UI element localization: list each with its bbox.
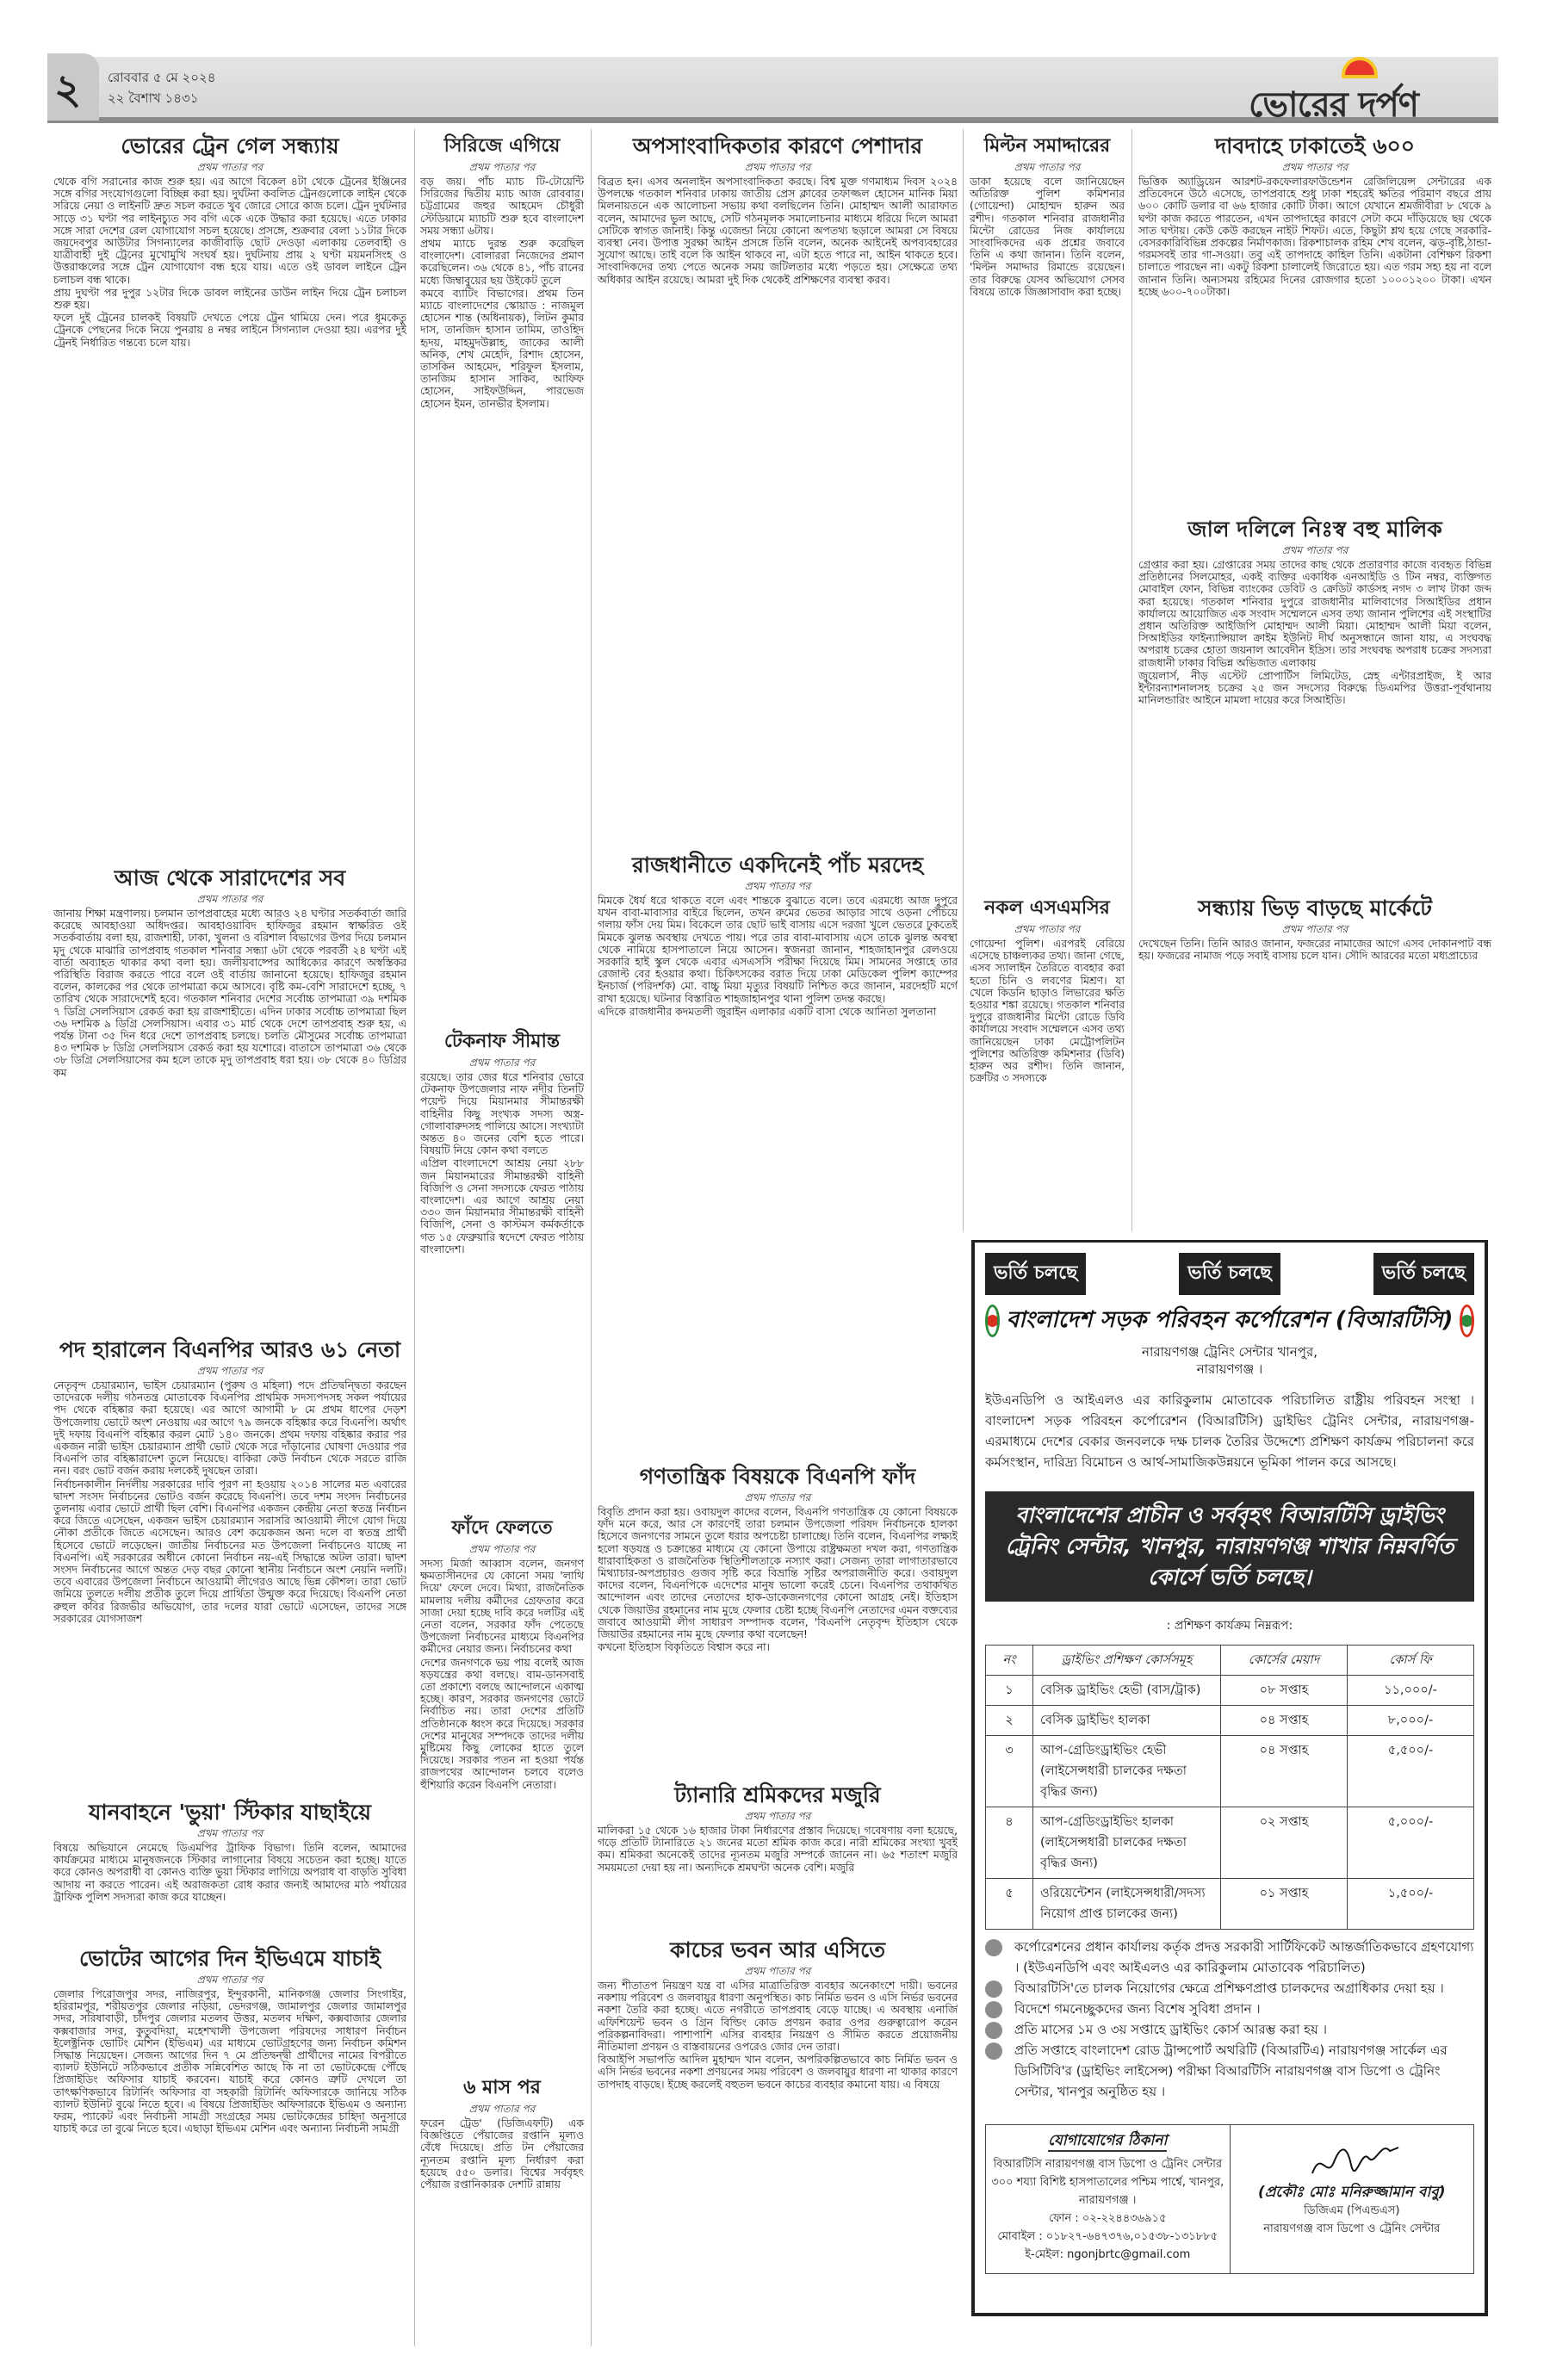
article-paragraph: ভিত্তিক অ্যাড্রিয়েন আরশট-রকফেলারফাউন্ডেশন রেজিলিয়েন্স সেন্টারের এক প্রতিবেদনে উঠে এসেছে, তাপপ্রবাহে শুধু ঢাকা শহরেই ক্ষতির পরিমাণ বছরে প্রায় ৬০০ কোটি ডলার বা ৬৬ হাজার কোটি টাকা। আগে যেখানে শ্রমজীবীরা ৮ থেকে ৯ ঘণ্টা কাজ করতে পারতেন, এখন তাপদাহের কারণে সেটা কমে দাঁড়িয়েছে ছয় থেকে সাত ঘণ্টায়। কেউ কেউ করছেন নাইট শিফট। এতে, কিছুটা শ্লথ হয়ে গেছে সরকারি-বেসরকারিবিভিন্ন প্রকল্পের নির্মাণকাজ। রিকশাচালক রহিম শেখ বলেন, ঝড়-বৃষ্টি,ঠান্ডা-গরমসবই তার গা-সওয়া। তবু এই তাপদাহে কাহিল তিনি। একটানা বেশিক্ষণ রিকশা চালাতে পারছেন না। একটু রিকশা চালালেই জিরোতে হয়। এত গরম সহ্য হয় না বলে জানান তিনি। অন্যসময় রহিমের দিনের রোজগার হতো ১০০০১২০০ টাকা। এখন হচ্ছে ৬০০-৭০০টাকা। [1138, 176, 1491, 298]
course-fee: ৫,০০০/- [1348, 1807, 1474, 1879]
course-fee: ১,৫০০/- [1348, 1879, 1474, 1930]
article-paragraph: কমবে ব্যাটিং বিভাগের। প্রথম তিন ম্যাচে বাংলাদেশের স্কোয়াড : নাজমুল হোসেন শান্ত (অধিনায়ক), লিটন কুমার দাস, তানজিদ হাসান তামিম, তাওহিদ হৃদয়, মাহমুদউল্লাহ, জাকের আলী অনিক, শেখ মেহেদি, রিশাদ হোসেন, তাসকিন আহমেদ, শরিফুল ইসলাম, তানজিম হাসান সাকিব, আফিফ হোসেন, সাইফউদ্দিন, পারভেজ হোসেন ইমন, তানভীর ইসলাম। [420, 287, 584, 410]
course-row [986, 1807, 1474, 1879]
course-table [985, 1645, 1474, 1930]
bullet-dot-icon [985, 2042, 1002, 2060]
bullet-dot-icon [985, 2022, 1002, 2039]
continued-from-front-page: প্রথম পাতার পর [1281, 161, 1348, 173]
article-headline[interactable]: জাল দলিলে নিঃস্ব বহু মালিক [1187, 517, 1442, 542]
bullet-text: প্রতি মাসের ১ম ও ৩য় সপ্তাহে ড্রাইভিং কোর্স আরম্ভ করা হয় । [1014, 2022, 1327, 2037]
article-headline[interactable]: অপসাংবাদিকতার কারণে পেশাদার [632, 133, 923, 158]
news-article [970, 129, 1125, 887]
admission-badges [985, 1253, 1474, 1295]
course-number: ১ [986, 1676, 1033, 1706]
article-body [420, 1558, 584, 1791]
bullet-dot-icon [985, 1939, 1002, 1956]
news-article [420, 129, 584, 1020]
article-headline[interactable]: দাবদাহে ঢাকাতেই ৬০০ [1215, 133, 1415, 158]
news-article [420, 1511, 584, 2067]
continued-from-front-page: প্রথম পাতার পর [744, 880, 811, 892]
article-body [1138, 176, 1491, 298]
article-body [970, 938, 1125, 1084]
admission-badge: ভর্তি চলছে [985, 1253, 1086, 1295]
news-article [598, 1778, 958, 1929]
article-paragraph: নেতৃবৃন্দ চেয়ারম্যান, ভাইস চেয়ারম্যান (পুরুষ ও মহিলা) পদে প্রতিদ্বন্দ্বিতা করছেন তাদেরকে দলীয় গঠনতন্ত্র মোতাবেক বিএনপির প্রাথমিক সদস্যপদসহ সকল পর্যায়ের পদ থেকে বহিষ্কার করা হয়েছে। এর আগে আগামী ৮ মে প্রথম ধাপের দেড়শ উপজেলায় ভোটে অংশ নেওয়ায় এর আগে ৭৯ জনকে বহিষ্কার করে বিএনপি। অর্থাৎ দুই দফায় বিএনপি বহিষ্কার করল মোট ১৪০ জনকে। প্রথম দফায় বহিষ্কার করার পর একজন নারী ভাইস চেয়ারম্যান প্রার্থী ভোট থেকে সরে দাঁড়ানোর ঘোষণা দেওয়ার পর বিএনপি তার বহিষ্কারাদেশ তুলে নিয়েছে। বাকিরা কেউ নির্বাচন থেকে সরতে রাজি নন। বরং ভোট বর্জন করায় দলকেই দুষছেন তারা। [53, 1379, 406, 1478]
course-number: ৩ [986, 1736, 1033, 1807]
admission-badge: ভর্তি চলছে [1179, 1253, 1280, 1295]
column-rule [414, 129, 415, 2346]
ad-subtitle-line: নারায়ণগঞ্জ । [1196, 1361, 1263, 1377]
article-paragraph: গোয়েন্দা পুলিশ। এরপরই বেরিয়ে এসেছে চাঞ্চল্যকর তথ্য। জানা গেছে, এসব স্যালাইন তৈরিতে ব্যবহার করা হতো চিনি ও লবণের মিশ্রণ। যা খেলে কিডনি ছাড়াও লিভারের ক্ষতি হওয়ার শঙ্কা রয়েছে। গতকাল শনিবার দুপুরে রাজধানীর মিন্টো রোডে ডিবি কার্যালয়ে সংবাদ সম্মেলনে এসব তথ্য জানিয়েছেন ঢাকা মেট্রোপলিটন পুলিশের অতিরিক্ত কমিশনার (ডিবি) হারুন অর রশীদ। তিনি জানান, চক্রটির ৩ সদস্যকে [970, 938, 1125, 1085]
article-paragraph: নির্বাচনকালীন নির্দলীয় সরকারের দাবি পূরণ না হওয়ায় ২০১৪ সালের মত এবারের দ্বাদশ সংসদ নির্বাচনের ভোটও বর্জন করেছে বিএনপি। তবে দশম সংসদ নির্বাচনের তুলনায় এবার ভোটে প্রার্থী ছিল বেশি। বিএনপির একজন কেন্দ্রীয় নেতা স্বতন্ত্র নির্বাচন করে জিতে এসেছেন, একজন ভাইস চেয়ারম্যান সরাসরি আওয়ামী লীগে যোগ দিয়ে নৌকা প্রতীকে জিতে এসেছেন। আরও বেশ কয়েকজন অন্য দলে বা স্বতন্ত্র প্রার্থী হিসেবে ভোটে লড়েছেন। জাতীয় নির্বাচনের মত উপজেলা নির্বাচনেও যাচ্ছে না বিএনপি। এই সরকারের অধীনে কোনো নির্বাচন নয়-এই সিদ্ধান্তে অটল তারা। দ্বাদশ সংসদ নির্বাচনের আগে অন্তত দেড় বছর কোনো স্থানীয় নির্বাচনে অংশ নেয়নি দলটি। তবে এবারের উপজেলা নির্বাচনে আওয়ামী লীগেরও আছে ভিন্ন কৌশল। তারা ভোট জমিয়ে তুলতে দলীয় প্রতীক তুলে দিয়ে প্রার্থিতা উন্মুক্ত করে দিয়েছে। বিএনপি নেতা রুহুল কবির রিজভীর অভিযোগ, তার দলের যারা ভোটে এসেছেন, তাদের সঙ্গে সরকারের যোগসাজশ [53, 1478, 406, 1625]
ad-bullet-item [985, 2040, 1474, 2102]
article-headline[interactable]: ভোটের আগের দিন ইভিএমে যাচাই [79, 1946, 381, 1971]
article-headline[interactable]: ৬ মাস পর [463, 2077, 541, 2098]
article-headline[interactable]: মিল্টন সমাদ্দারের [983, 135, 1111, 157]
continued-from-front-page: প্রথম পাতার পর [196, 1827, 264, 1839]
ad-intro: ইউএনডিপি ও আইএলও এর কারিকুলাম মোতাবেক পরিচালিত রাষ্ট্রীয় পরিবহন সংস্থা । বাংলাদেশ সড়ক পরিবহন কর্পোরেশন (বিআরটিসি) ড্রাইভিং ট্রেনিং সেন্টার, নারায়ণগঞ্জ-এরমাধ্যমে দেশের বেকার জনবলকে দক্ষ চালক তৈরির উদ্দেশ্যে প্রশিক্ষণ কার্যক্রম পরিচালনা করে কর্মসংস্থান, দারিদ্র্য বিমোচন ও আর্থ-সামাজিকউন্নয়নে ভূমিকা পালন করে আসছে। [985, 1392, 1474, 1470]
continued-from-front-page: প্রথম পাতার পর [1014, 923, 1081, 935]
course-number: ৫ [986, 1879, 1033, 1930]
table-caption: : প্রশিক্ষণ কার্যক্রম নিম্নরূপ: [1166, 1619, 1293, 1633]
news-article [420, 2071, 584, 2346]
continued-from-front-page: প্রথম পাতার পর [196, 893, 264, 905]
article-body [53, 1842, 406, 1903]
brtc-advertisement [971, 1240, 1488, 2316]
article-paragraph: ফলে দুই ট্রেনের চালকই বিষয়টি দেখতে পেয়ে ট্রেন থামিয়ে দেন। পরে ধূমকেতু ট্রেনকে পেছনের দিকে নিয়ে পুনরায় ৪ নম্বর লাইনে সিগন্যাল দেওয়া হয়। এরপর দুই ট্রেনই নির্ধারিত গন্তব্যে চলে যায়। [53, 312, 406, 349]
article-paragraph: বিব্রত হন। এসব অনলাইন অপসাংবাদিকতা করছে। বিশ্ব মুক্ত গণমাধ্যম দিবস ২০২৪ উপলক্ষে গতকাল শনিবার ঢাকায় জাতীয় প্রেস ক্লাবের তফাজ্জল হোসেন মানিক মিয়া মিলনায়তনে এক আলোচনা সভায় কথা বলছিলেন তিনি। মোহাম্মদ আলী আরাফাত বলেন, আমাদের ভুল আছে, সেটি গঠনমূলক সমালোচনার মাধ্যমে ধরিয়ে দিলে আমরা সেটিকে স্বাগত জানাই। কিন্তু এজেন্ডা নিয়ে কোনো অপতথ্য ছড়ালে আমরা সে বিষয়ে ব্যবস্থা নেব। উপাত্ত সুরক্ষা আইন প্রসঙ্গে তিনি বলেন, অনেক আইনেই অপব্যবহারের সুযোগ আছে। তাই বলে কি আইন থাকবে না, এটা হতে পারে না, আইন থাকতে হবে। সাংবাদিকদের তথ্য পেতে অনেক সময় জটিলতার মধ্যে পড়তে হয়। সেক্ষেত্রে তথ্য অধিকার আইন রয়েছে। আমরা দুই দিক থেকেই প্রশিক্ষণের ব্যবস্থা করব। [598, 176, 958, 286]
course-fee: ৫,৫০০/- [1348, 1736, 1474, 1807]
article-paragraph: প্রায় দুঘণ্টা পর দুপুর ১২টার দিকে ডাবল লাইনের ডাউন লাইন দিয়ে ট্রেন চলাচল শুরু হয়। [53, 286, 406, 312]
ad-bullet-item [985, 1978, 1474, 1999]
admission-badge: ভর্তি চলছে [1373, 1253, 1474, 1295]
course-duration: ০১ সপ্তাহ [1221, 1879, 1348, 1930]
article-paragraph: জেলার পিরোজপুর সদর, নাজিরপুর, ইন্দুরকানী, মানিকগঞ্জ জেলার সিংগাইর, হরিরামপুর, শরীয়তপুর জেলার নড়িয়া, ভেদরগঞ্জ, জামালপুর জেলার জামালপুর সদর, সরিষাবাড়ী, চাঁদপুর জেলার মতলব উত্তর, মতলব দক্ষিণ, কক্সবাজার জেলার কক্সবাজার সদর, কুতুবদিয়া, মহেশখালী উপজেলা পরিষদের সাধারণ নির্বাচন ইলেক্ট্রনিক ভোটিং মেশিন (ইভিএম) এর মাধ্যমে ভোটগ্রহণের জন্য নির্বাচন কমিশন সিদ্ধান্ত নিয়েছেন। সেজন্য আগের দিন ৭ মে প্রতিদ্বন্দ্বী প্রার্থীদের নামের বিপরীতে ব্যালট ইউনিটে সঠিকভাবে প্রতীক সন্নিবেশিত আছে কি না তা ভোটকেন্দ্রে পৌঁছে প্রিজাইডিং অফিসার যাচাই করবেন। যাচাই করে কোনও ত্রুটি দেখলে তা তাৎক্ষণিকভাবে রিটার্নিং অফিসার বা সহকারী রিটার্নিং অফিসারকে জানিয়ে সঠিক ব্যালট ইউনিট বুঝে নিতে হবে। এ বিষয়ে প্রিজাইডিং অফিসারকে ইভিএম ও অন্যান্য ফরম, প্যাকেট এবং নির্বাচনী সামগ্রী সংগ্রহের সময় ভোটকেন্দ্রের চাহিদা অনুসারে যাচাই করে তা বুঝে নিতে হবে। এছাড়া ইভিএম মেশিন এবং অন্যান্য নির্বাচনী সামগ্রী [53, 1988, 406, 2135]
article-paragraph: ডাকা হয়েছে বলে জানিয়েছেন অতিরিক্ত পুলিশ কমিশনার (গোয়েন্দা) মোহাম্মদ হারুন অর রশীদ। গতকাল শনিবার রাজধানীর মিন্টো রোডের নিজ কার্যালয়ে সাংবাদিকদের এক প্রশ্নের জবাবে তিনি এ কথা জানান। তিনি বলেন, 'মিল্টন সমাদ্দার রিমান্ডে রয়েছেন। তার বিরুদ্ধে যেসব অভিযোগ সেসব বিষয়ে তাকে জিজ্ঞাসাবাদ করা হচ্ছে। [970, 176, 1125, 298]
article-paragraph: গ্রেপ্তার করা হয়। গ্রেপ্তারের সময় তাদের কাছ থেকে প্রতারণার কাজে ব্যবহৃত বিভিন্ন প্রতিষ্ঠানের সিলমোহর, একই ব্যক্তির একাধিক এনআইডি ও টিন নম্বর, ব্যক্তিগত মোবাইল ফোন, বিভিন্ন ব্যাংকের ডেবিট ও ক্রেডিট কার্ডসহ নগদ ৩ লাখ টাকা জব্দ করা হয়েছে। গতকাল শনিবার দুপুরে রাজধানীর মালিবাগের সিআইডির প্রধান কার্যালয়ে আয়োজিত এক সংবাদ সম্মেলনে এসব তথ্য জানান পুলিশের এই সংস্থাটির প্রধান অতিরিক্ত আইজিপি মোহাম্মদ আলী মিয়া। মোহাম্মদ আলী মিয়া বলেন, সিআইডির ফাইন্যান্সিয়াল ক্রাইম ইউনিট দীর্ঘ অনুসন্ধানে জানা যায়, এ সংঘবদ্ধ অপরাধ চক্রের হোতা জয়নাল আবেদীন ইদ্রিস। তার সংঘবদ্ধ অপরাধ চক্রের সদস্যরা রাজধানী ঢাকার বিভিন্ন অভিজাত এলাকায় [1138, 559, 1491, 669]
continued-from-front-page: প্রথম পাতার পর [468, 161, 536, 173]
article-headline[interactable]: টেকনাফ সীমান্ত [443, 1031, 561, 1052]
bullet-text: প্রতি সপ্তাহে বাংলাদেশ রোড ট্রান্সপোর্ট অথরিটি (বিআরটিএ) নারায়ণগঞ্জ সার্কেল এর ডিসিটিবি'র (ড্রাইভিং লাইসেন্স) পরীক্ষা বিআরটিসি নারায়ণগঞ্জ বাস ডিপো ও ট্রেনিং সেন্টার, খানপুর অনুষ্ঠিত হয় । [1014, 2042, 1448, 2099]
course-duration: ০৪ সপ্তাহ [1221, 1706, 1348, 1736]
government-seal-icon [985, 1305, 1000, 1337]
bullet-dot-icon [985, 1980, 1002, 1998]
continued-from-front-page: প্রথম পাতার পর [468, 2103, 536, 2115]
article-headline[interactable]: যানবাহনে 'ভুয়া' স্টিকার যাছাইয়ে [88, 1800, 372, 1825]
article-body [53, 1988, 406, 2135]
article-body [598, 1980, 958, 2091]
continued-from-front-page: প্রথম পাতার পর [744, 1810, 811, 1822]
bullet-text: কর্পোরেশনের প্রধান কার্যালয় কর্তৃক প্রদত্ত সরকারী সার্টিফিকেট আন্তর্জাতিকভাবে গ্রহণযোগ্য । (ইউএনডিপি এবং আইএলও এর কারিকুলাম মোতাবেক পরিচালিত) [1014, 1939, 1474, 1975]
ad-subtitle-line: নারায়ণগঞ্জ ট্রেনিং সেন্টার খানপুর, [1142, 1344, 1318, 1360]
article-paragraph: রয়েছে। তার জের ধরে শনিবার ভোরে টেকনাফ উপজেলার নাফ নদীর তিনটি পয়েন্ট দিয়ে মিয়ানমার সীমান্তরক্ষী বাহিনীর কিছু সংখ্যক সদস্য অস্ত্র-গোলাবারুদসহ পালিয়ে আসে। সংখ্যাটা অন্তত ৪০ জনের বেশি হতে পারে। বিষয়টি নিয়ে কোন কথা বলতে [420, 1071, 584, 1157]
course-duration: ০২ সপ্তাহ [1221, 1807, 1348, 1879]
article-body [598, 895, 958, 1018]
article-body [53, 908, 406, 1079]
news-article [53, 129, 406, 852]
continued-from-front-page: প্রথম পাতার পর [468, 1543, 536, 1555]
article-body [598, 1825, 958, 1874]
article-headline[interactable]: ফাঁদে ফেলতে [451, 1517, 553, 1539]
news-article [598, 1460, 958, 1774]
news-article [53, 1795, 406, 1937]
article-paragraph: এদিকে রাজধানীর কদমতলী জুরাইন এলাকার একটি বাসা থেকে আনিতা সুলতানা [598, 1005, 937, 1018]
masthead [47, 57, 1498, 123]
course-number: ৪ [986, 1807, 1033, 1879]
news-article [420, 1025, 584, 1507]
ad-bullet-list [985, 1937, 1474, 2102]
article-headline[interactable]: নকল এসএমসির [984, 897, 1110, 919]
continued-from-front-page: প্রথম পাতার পর [1281, 544, 1348, 556]
contact-heading: যোগাযোগের ঠিকানা [1048, 2132, 1167, 2152]
news-article [1138, 891, 1491, 1227]
news-article [53, 1333, 406, 1789]
article-headline[interactable]: সিরিজে এগিয়ে [443, 135, 561, 157]
ad-subtitle [985, 1343, 1474, 1378]
continued-from-front-page: প্রথম পাতার পর [196, 161, 264, 173]
article-headline[interactable]: ট্যানারি শ্রমিকদের মজুরি [674, 1782, 881, 1807]
column-rule [963, 129, 964, 1231]
newspaper-logo [1249, 59, 1472, 125]
bullet-text: বিদেশে গমনেচ্ছুকদের জন্য বিশেষ সুবিধা প্রদান । [1014, 2001, 1261, 2017]
course-name: বেসিক ড্রাইভিং হালকা [1033, 1706, 1221, 1736]
article-paragraph: মিমকে ধৈর্য ধরে থাকতে বলে এবং শান্তকে বুঝাতে বলে। তবে এরমধ্যে আজ দুপুরে যখন বাবা-মাবাসার বাইরে ছিলেন, তখন রুমের ভেতর আড়ার সাথে ওড়না পেঁচিয়ে গলায় ফাঁস দেয় মিম। বিকেলে তার ছোট ভাই বাসায় এসে দরজা খুলে ভেতরে ঢুকতেই মিমকে ঝুলন্ত অবস্থায় দেখতে পায়। পরে তার বাবা-মাবাসায় এসে তাকে ঝুলন্ত অবস্থা থেকে নামিয়ে হাসপাতালে নিয়ে আসেন। স্বজনরা জানান, শাহজাহানপুর রেলওয়ে সরকারি হাই স্কুল থেকে এবার এসএসসি পরীক্ষা দিয়েছে মিম। সামনের সপ্তাহে তার রেজাল্ট বের হওয়ার কথা। চিকিৎসকের বরাত দিয়ে ঢাকা মেডিকেল পুলিশ ক্যাম্পের ইনচার্জ (পরিদর্শক) মো. বাচ্চু মিয়া মৃত্যুর বিষয়টি নিশ্চিত করে জানান, মরদেহটি মর্গে রাখা হয়েছে। ঘটনার বিস্তারিত শাহজাহানপুর থানা পুলিশ তদন্ত করছে। [598, 895, 958, 1005]
news-article [598, 848, 958, 1455]
article-headline[interactable]: ভোরের ট্রেন গেল সন্ধ্যায় [121, 133, 339, 158]
col-header-no: নং [986, 1646, 1033, 1676]
article-paragraph: থেকে বগি সরানোর কাজ শুরু হয়। এর আগে বিকেল ৪টা থেকে ট্রেনের ইঞ্জিনের সঙ্গে বগির সংযোগগুলো বিচ্ছিন্ন করা হয়। দুর্ঘটনা কবলিত ট্রেনগুলোকে লাইন থেকে সরিয়ে নেয়া ও লাইনটি দ্রুত সচল করতে খুব জোরে সোরে কাজ চলে। ট্রেন দুর্ঘটনার সাড়ে ৩১ ঘণ্টা পর লাইনচ্যুত সব বগি একে একে উদ্ধার করা হয়েছে। এতে ঢাকার সঙ্গে সারা দেশের রেল যোগাযোগ সচল হয়েছে। প্রসঙ্গে, শুক্রবার বেলা ১১টার দিকে জয়দেবপুর আউটার সিগন্যালের কাজীবাড়ি ছোট দেওড়া এলাকায় তেলবাহী ও যাত্রীবাহী দুই ট্রেনের মুখোমুখি সংঘর্ষ হয়। দুর্ঘটনায় প্রায় ২ ঘণ্টা ময়মনসিংহ ও উত্তরাঞ্চলের সঙ্গে ট্রেন যোগাযোগ বন্ধ হয়ে যায়। এতে ওই ডাবল লাইনে ট্রেন চলাচল বন্ধ থাকে। [53, 176, 406, 286]
article-paragraph: বিবৃতি প্রদান করা হয়। ওবায়দুল কাদের বলেন, বিএনপি গণতান্ত্রিক যে কোনো বিষয়কে ফাঁদ মনে করে, আর সে কারণেই তারা চলমান উপজেলা পরিষদ নির্বাচনকে হালকা হিসেবে জনগণের সামনে তুলে ধরার অপচেষ্টা চালাচ্ছে। তিনি বলেন, বিএনপির লক্ষ্যই হলো ষড়যন্ত্র ও চক্রান্তের মাধ্যমে যে কোনো উপায়ে রাষ্ট্রক্ষমতা দখল করা, গণতান্ত্রিক ধারাবাহিকতা ও রাজনৈতিক স্থিতিশীলতাকে নস্যাৎ করা। সেজন্য তারা লাগাতারভাবে মিথ্যাচার-অপপ্রচারও গুজব সৃষ্টি করে বিভ্রান্তি সৃষ্টির অপরাজনীতি করে। ওবায়দুল কাদের বলেন, বিএনপিকে এদেশের মানুষ ভালো করেই চেনে। বিএনপির তথাকথিত আন্দোলন এবং তাদের নেতাদের হাক-ডাকেজনগণের কোনো আগ্রহ নেই। ইতিহাস থেকে জিয়াউর রহমানের নাম মুছে ফেলার চেষ্টা হচ্ছে বিএনপি নেতাদের এমন বক্তব্যের জবাবে আওয়ামী লীগ সাধারণ সম্পাদক বলেন, 'বিএনপি নেতৃবৃন্দ ইতিহাস থেকে জিয়াউর রহমানের নাম মুছে ফেলার কথা বলেছেন! [598, 1506, 958, 1641]
article-paragraph: কখনো ইতিহাস বিকৃতিতে বিশ্বাস করে না। [598, 1641, 770, 1654]
article-body [1138, 938, 1491, 962]
continued-from-front-page: প্রথম পাতার পর [1281, 923, 1348, 935]
article-body [598, 1506, 958, 1653]
course-duration: ০৮ সপ্তাহ [1221, 1676, 1348, 1706]
course-name: ওরিয়েন্টেশন (লাইসেন্সধারী/সদস্য নিয়োগ প্রাপ্ত চালকের জন্য) [1033, 1879, 1221, 1930]
article-headline[interactable]: পদ হারালেন বিএনপির আরও ৬১ নেতা [59, 1337, 401, 1362]
mobile-number: মোবাইল : ০১৮২৭-৬৪৭৩৭৬,০১৫৩৮-১৩১৮৮৫ [997, 2230, 1218, 2243]
course-fee: ১১,০০০/- [1348, 1676, 1474, 1706]
course-name: আপ-গ্রেডিংড্রাইভিং হালকা (লাইসেন্সধারী চালকের দক্ষতা বৃদ্ধির জন্য) [1033, 1807, 1221, 1879]
article-paragraph: বড় জয়। পাঁচ ম্যাচ টি-টোয়েন্টি সিরিজের দ্বিতীয় ম্যাচ আজ রোববার। চট্টগ্রামের জহুর আহমেদ চৌধুরী স্টেডিয়ামে ম্যাচটি শুরু হবে বাংলাদেশ সময় সন্ধ্যা ৬টায়। [420, 176, 584, 237]
date-bengali: ২২ বৈশাখ ১৪৩১ [108, 90, 199, 106]
col-header-course: ড্রাইভিং প্রশিক্ষণ কোর্সসমূহ [1033, 1646, 1221, 1676]
dateline [108, 67, 215, 108]
course-row [986, 1879, 1474, 1930]
article-paragraph: দেখেছেন তিনি। তিনি আরও জানান, ফজরের নামাজের আগে এসব দোকানপাট বন্ধ হয়। ফজরের নামাজ পড়ে সবাই বাসায় চলে যান। সৌদি আরবের মতো মধ্যপ্রাচ্যের [1138, 938, 1491, 963]
page-number: ২ [54, 65, 82, 114]
article-headline[interactable]: আজ থেকে সারাদেশের সব [114, 865, 346, 890]
bullet-dot-icon [985, 2001, 1002, 2018]
ad-bullet-item [985, 1999, 1474, 2019]
article-paragraph: জন্য শীতাতপ নিয়ন্ত্রণ যন্ত্র বা এসির মাত্রাতিরিক্ত ব্যবহার অনেকাংশে দায়ী। ভবনের নকশায় পরিবেশ ও জলবায়ুর ধারণা অনুপস্থিত। কাচ নির্মিত ভবন ও এসি নির্ভর ভবনের নকশা তৈরি করা হচ্ছে। এতে নগরীতে তাপপ্রবাহ বেড়ে যাচ্ছে। এ অবস্থায় এনার্জি এফিশিয়েন্ট ভবন ও গ্রিন বিল্ডিং কোড প্রণয়ন করার ওপর গুরুত্বারোপ করেন পরিকল্পনাবিদরা। পাশাপাশি এসির ব্যবহার নিয়ন্ত্রণ ও সীমিত করতে প্রয়োজনীয় নীতিমালা প্রণয়ন ও বাস্তবায়নের ওপরেও জোর দেন তারা। [598, 1980, 958, 2054]
address-line: ৩০০ শয্যা বিশিষ্ট হাসপাতালের পশ্চিম পার্শ্বে, খানপুর, [991, 2176, 1224, 2189]
article-headline[interactable]: রাজধানীতে একদিনেই পাঁচ মরদেহ [631, 852, 924, 877]
article-body [420, 176, 584, 410]
ad-title: বাংলাদেশ সড়ক পরিবহন কর্পোরেশন (বিআরটিসি) [1006, 1307, 1454, 1333]
phone-number: ফোন : ০২-২২৪৪৩৬৯১৫ [1048, 2212, 1167, 2225]
article-paragraph: মালিকরা ১৫ থেকে ১৬ হাজার টাকা নির্ধারণের প্রস্তাব দিয়েছে। গবেষণায় বলা হয়েছে, গড়ে প্রতিটি ট্যানারিতে ২১ জনের মতো শ্রমিক কাজ করে। নারী শ্রমিকের সংখ্যা খুবই কম। শ্রমিকরা অনেকেই তাদের ন্যূনতম মজুরি সম্পর্কে জানেন না। ৬৫ শতাংশ মজুরি সময়মতো দেয়া হয় না। অন্যদিকে শ্রমঘণ্টা অনেক বেশি। মজুরি [598, 1825, 958, 1874]
article-body [420, 1071, 584, 1255]
article-headline[interactable]: কাচের ভবন আর এসিতে [669, 1937, 885, 1962]
news-article [970, 891, 1125, 1227]
article-headline[interactable]: গণতান্ত্রিক বিষয়কে বিএনপি ফাঁদ [639, 1464, 916, 1489]
article-paragraph: ফরেন ট্রেড' (ডিজিএফটি) এক বিজ্ঞপ্তিতে পেঁয়াজের রপ্তানি মূল্যও বেঁধে দিয়েছে। প্রতি টন পেঁয়াজের ন্যূনতম রপ্তানি মূল্য নির্ধারণ করা হয়েছে ৫৫০ ডলার। বিশ্বের সর্ববৃহৎ পেঁয়াজ রপ্তানিকারক দেশটি রান্নায় [420, 2117, 584, 2191]
ad-bullet-item [985, 2019, 1474, 2040]
ad-banner: বাংলাদেশের প্রাচীন ও সর্ববৃহৎ বিআরটিসি ড্রাইভিং ট্রেনিং সেন্টার, খানপুর, নারায়ণগঞ্জ শাখার নিম্নবর্ণিত কোর্সে ভর্তি চলছে। [985, 1491, 1474, 1602]
continued-from-front-page: প্রথম পাতার পর [196, 1974, 264, 1986]
course-row [986, 1706, 1474, 1736]
signatory-office: নারায়ণগঞ্জ বাস ডিপো ও ট্রেনিং সেন্টার [1263, 2222, 1441, 2235]
email-address: ই-মেইল: ngonjbrtc@gmail.com [1025, 2248, 1191, 2261]
signatory-block [1231, 2125, 1474, 2273]
news-article [598, 1933, 958, 2346]
address-line: নারায়ণগঞ্জ । [1079, 2194, 1137, 2207]
course-number: ২ [986, 1706, 1033, 1736]
page-number-tab [47, 53, 99, 121]
contact-box [985, 2124, 1474, 2274]
continued-from-front-page: প্রথম পাতার পর [744, 161, 811, 173]
continued-from-front-page: প্রথম পাতার পর [196, 1365, 264, 1377]
course-fee: ৮,০০০/- [1348, 1706, 1474, 1736]
continued-from-front-page: প্রথম পাতার পর [1014, 161, 1081, 173]
article-body [53, 1379, 406, 1625]
article-paragraph: বিআইপি সভাপতি আদিল মুহাম্মদ খান বলেন, অপরিকল্পিতভাবে কাচ নির্মিত ভবন ও এসি নির্ভর ভবনের নকশা প্রণয়নের সময় পরিবেশ ও জলবায়ুর ধারণা না থাকার কারণে তাপদাহ বাড়ছে। ইচ্ছে করলেই বহুতল ভবনে কাচের ব্যবহার কমানো যায়। এ বিষয়ে [598, 2054, 958, 2091]
logo-name: ভোরের দর্পণ [1249, 85, 1418, 125]
course-row [986, 1736, 1474, 1807]
news-article [1138, 512, 1491, 887]
article-body [1138, 559, 1491, 706]
news-article [53, 861, 406, 1330]
sun-icon [1345, 60, 1374, 75]
col-header-fee: কোর্স ফি [1348, 1646, 1474, 1676]
article-body [970, 176, 1125, 298]
continued-from-front-page: প্রথম পাতার পর [744, 1491, 811, 1503]
article-paragraph: বিষয়ে অভিযানে নেমেছে ডিএমপির ট্রাফিক বিভাগ। তিনি বলেন, আমাদের কার্যক্রমের মাধ্যমে মানুষজনকে স্টিকার লাগানোর বিষয়ে সচেতন করা হচ্ছে। যাতে করে কোনও অপরাধী বা কোনও ব্যক্তি ভুয়া স্টিকার লাগিয়ে অপরাধ বা বাড়তি সুবিধা আদায় না করতে পারেন। এই অরাজকতা রোধ করার জন্যই আমাদের মাঠ পর্যায়ের ট্রাফিক পুলিশ সদস্যরা কাজ করে যাচ্ছেন। [53, 1842, 406, 1903]
course-row [986, 1676, 1474, 1706]
column-rule [591, 129, 592, 2346]
brtc-seal-icon [1460, 1305, 1474, 1337]
course-duration: ০৪ সপ্তাহ [1221, 1736, 1348, 1807]
article-paragraph: প্রথম ম্যাচে দুরন্ত শুরু করেছিল বাংলাদেশ। বোলাররা নিজেদের প্রমাণ করেছিলেন। ৩৬ থেকে ৪১, পাঁচ রানের মধ্যে জিম্বাবুয়ের ছয় উইকেট তুলে [420, 238, 584, 287]
signature-image [1231, 2132, 1474, 2184]
course-name: বেসিক ড্রাইভিং হেভী (বাস/ট্রাক) [1033, 1676, 1221, 1706]
article-paragraph: এপ্রিল বাংলাদেশে আশ্রয় নেয়া ২৮৮ জন মিয়ানমারের সীমান্তরক্ষী বাহিনী বিজিপি ও সেনা সদস্যকে ফেরত পাঠায় বাংলাদেশ। এর আগে আশ্রয় নেয়া ৩৩০ জন মিয়ানমার সীমান্তরক্ষী বাহিনী বিজিপি, সেনা ও কাস্টমস কর্মকর্তাকে গত ১৫ ফেব্রুয়ারি স্বদেশে ফেরত পাঠায় বাংলাদেশ। [420, 1157, 584, 1255]
signatory-name: (প্রকৌঃ মোঃ মনিরুজ্জামান বাবু) [1257, 2184, 1446, 2201]
news-article [1138, 129, 1491, 508]
course-name: আপ-গ্রেডিংড্রাইভিং হেভী (লাইসেন্সধারী চালকের দক্ষতা বৃদ্ধির জন্য) [1033, 1736, 1221, 1807]
article-paragraph: সদস্য মির্জা আব্বাস বলেন, জনগণ ক্ষমতাসীনদের যে কোনো সময় 'লাথি দিয়ে' ফেলে দেবে। মিথ্যা, রাজনৈতিক মামলায় দলীয় কর্মীদের গ্রেফতার করে সাজা দেয়া হচ্ছে দাবি করে দলটির এই নেতা বলেন, সরকার ফাঁদ পেতেছে উপজেলা নির্বাচনের মাধ্যমে বিএনপির কর্মীদের নেয়ার জন্য। নির্বাচনের কথা [420, 1558, 584, 1656]
article-paragraph: দেশের জনগণকে ভয় পায় বলেই আজ ষড়যন্ত্রের কথা বলছে। বাম-ডানসবাই তো প্রকাশ্যে বলছে আন্দোলনে একাত্ম হচ্ছে। কারণ, সরকার জনগণের ভোটে নির্বাচিত নয়। তারা দেশের প্রতিটি প্রতিষ্ঠানকে ধ্বংস করে দিয়েছে। সরকার দেশের মানুষের সম্পদকে তাদের দলীয় মুষ্টিমেয় কিছু লোকের হাতে তুলে দিয়েছে। সরকার পতন না হওয়া পর্যন্ত রাজপথের আন্দোলন চলবে বলেও হুঁশিয়ারি করেন বিএনপি নেতারা। [420, 1656, 584, 1791]
continued-from-front-page: প্রথম পাতার পর [468, 1057, 536, 1069]
article-paragraph: জুয়েলার্স, নীড় এস্টেট প্রোপার্টিস লিমিটেড, স্নেহ এন্টারপ্রাইজ, ই আর ইন্টারন্যাশনালসহ চক্রের ২৫ জন সদস্যের বিরুদ্ধে ডিএমপির উত্তরা-পূর্বথানায় মানিলন্ডারিং আইনে মামলা দায়ের করে সিআইডি। [1138, 669, 1491, 707]
news-article [598, 129, 958, 844]
address-line: বিআরটিসি নারায়ণগঞ্জ বাস ডিপো ও ট্রেনিং সেন্টার [993, 2158, 1223, 2171]
article-body [420, 2117, 584, 2191]
continued-from-front-page: প্রথম পাতার পর [744, 1965, 811, 1977]
ad-bullet-item [985, 1937, 1474, 1978]
ad-title-row [985, 1302, 1474, 1340]
col-header-duration: কোর্সের মেয়াদ [1221, 1646, 1348, 1676]
article-body [598, 176, 958, 286]
article-paragraph: জানায় শিক্ষা মন্ত্রণালয়। চলমান তাপপ্রবাহের মধ্যে আরও ২৪ ঘণ্টার সতর্কবার্তা জারি করেছে আবহাওয়া অধিদপ্তর। আবহাওয়াবিদ হাফিজুর রহমান স্বাক্ষরিত ওই সতর্কবার্তায় বলা হয়, রাজশাহী, ঢাকা, খুলনা ও বরিশাল বিভাগের উপর দিয়ে চলমান মৃদু থেকে মাঝারি তাপপ্রবাহ গতকাল শনিবার সন্ধ্যা ৬টা থেকে পরবর্তী ২৪ ঘণ্টা এই বার্তা অব্যাহত থাকার কথা বলা হয়। জলীয়বাষ্পের আধিক্যের কারণে অস্বস্তিকর পরিস্থিতি বিরাজ করতে পারে বলে ওই বার্তায় জানানো হয়েছে। হাফিজুর রহমান বলেন, কালকের পর থেকে তাপমাত্রা কমে আসবে। বৃষ্টি কম-বেশি সারাদেশে হচ্ছে, ৭ তারিখ থেকে সারাদেশেই হবে। গতকাল শনিবার দেশের সর্বোচ্চ তাপমাত্রা ৩৯ দশমিক ৭ ডিগ্রি সেলসিয়াস রেকর্ড করা হয় রাজশাহীতে। এদিন ঢাকার সর্বোচ্চ তাপমাত্রা ছিল ৩৬ দশমিক ৯ ডিগ্রি সেলসিয়াস। এবার ৩১ মার্চ থেকে দেশে তাপপ্রবাহ শুরু হয়, এ পর্যন্ত টানা ৩৫ দিন ধরে দেশে তাপপ্রবাহ চলছে। চলতি মৌসুমের সর্বোচ্চ তাপমাত্রা ৪৩ দশমিক ৮ ডিগ্রি সেলসিয়াস রেকর্ড করা হয় যশোরে। বাতাসে তাপমাত্রা ৩৬ থেকে ৩৮ ডিগ্রি সেলসিয়াসের কম হলে তাকে মৃদু তাপপ্রবাহ ধরা হয়। ৩৮ থেকে ৪০ ডিগ্রির কম [53, 908, 406, 1079]
bullet-text: বিআরটিসি'তে চালক নিয়োগের ক্ষেত্রে প্রশিক্ষণপ্রাপ্ত চালকদের অগ্রাধিকার দেয়া হয় । [1014, 1980, 1444, 1996]
signatory-title: ডিজিএম (পিএন্ডএস) [1304, 2204, 1400, 2217]
date-gregorian: রোববার ৫ মে ২০২৪ [108, 70, 216, 85]
contact-address [986, 2125, 1231, 2273]
news-article [53, 1942, 406, 2346]
article-body [53, 176, 406, 349]
article-headline[interactable]: সন্ধ্যায় ভিড় বাড়ছে মার্কেটে [1198, 896, 1432, 920]
